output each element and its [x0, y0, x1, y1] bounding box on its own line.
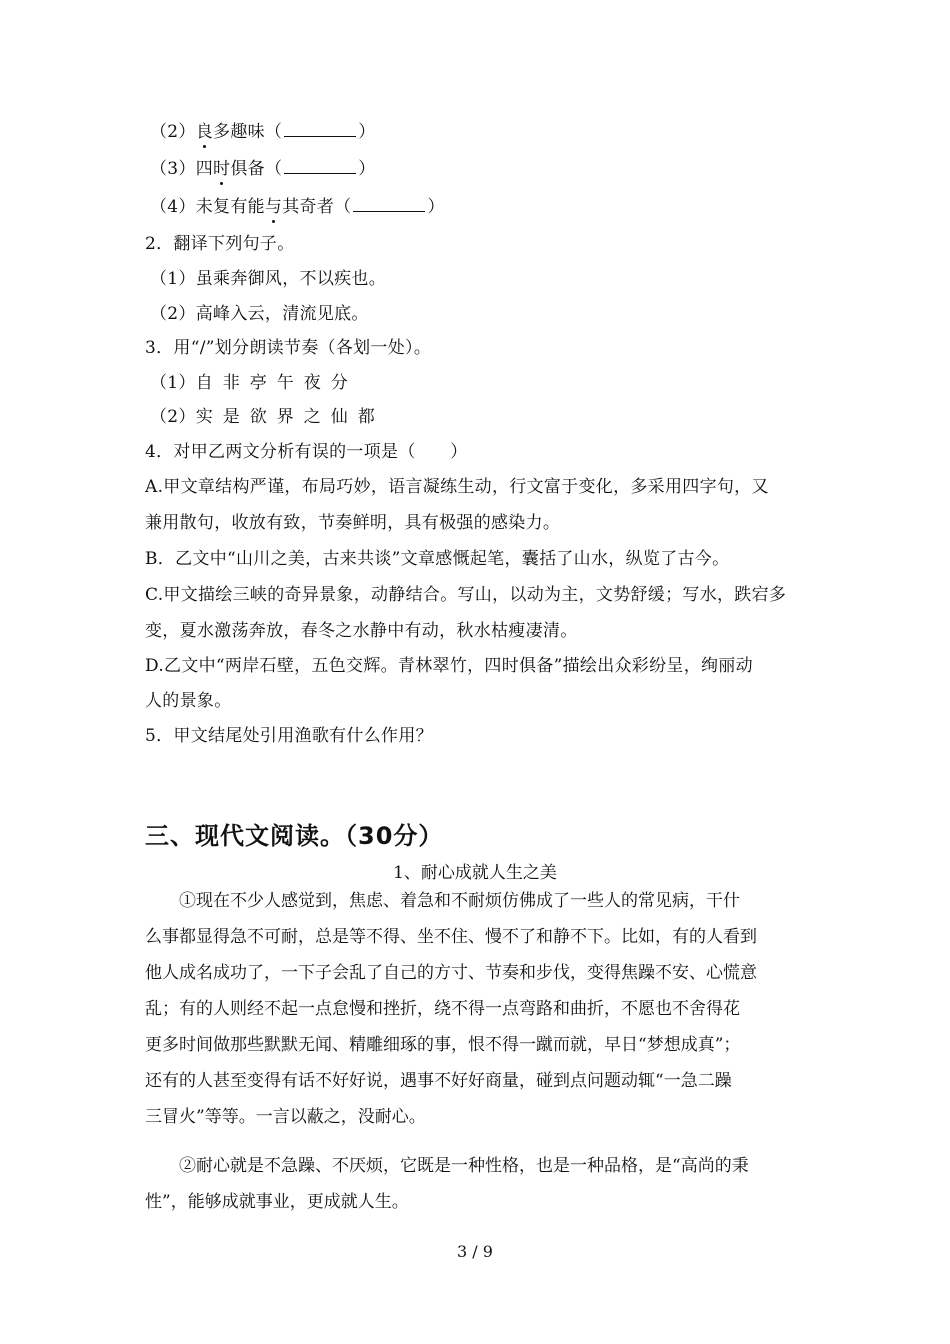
- paragraph-1-line: 三冒火”等等。一言以蔽之，没耐心。: [145, 1107, 426, 1127]
- q3-title: 3．用“/”划分朗读节奏（各划一处）。: [145, 338, 432, 358]
- paragraph-1: [145, 883, 810, 1135]
- q1-item-3-close: ）: [358, 159, 376, 179]
- q1-item-2-dotted-char: 良: [195, 122, 214, 142]
- q2-sentence-1: （1）虽乘奔御风，不以疾也。: [150, 269, 387, 289]
- q3-item-2-text: 实是欲界之仙都: [195, 407, 385, 427]
- q4-title: 4．对甲乙两文分析有误的一项是（ ）: [145, 442, 468, 462]
- q1-item-4-blank[interactable]: [353, 196, 425, 212]
- paragraph-2-line: 性”，能够成就事业，更成就人生。: [145, 1192, 409, 1212]
- q1-item-4-text: 其奇者（: [282, 197, 352, 217]
- q1-item-4-dotted-char: 与: [264, 197, 283, 217]
- paragraph-1-line: 么事都显得急不可耐，总是等不得、坐不住、慢不了和静不下。比如，有的人看到: [145, 927, 757, 947]
- q3-item-1: [150, 372, 358, 394]
- section-3-heading: 三、现代文阅读。（30分）: [145, 822, 444, 850]
- q4-option-d-line-1: D.乙文中“两岸石壁，五色交辉。青林翠竹，四时俱备”描绘出众彩纷呈，绚丽动: [145, 656, 753, 676]
- q1-item-4-prefix: （4）未复有能: [150, 197, 265, 217]
- q1-item-3: [150, 158, 376, 180]
- q4-option-d-line-2: 人的景象。: [145, 691, 232, 711]
- q4-option-a-line-1: A.甲文章结构严谨，布局巧妙，语言凝练生动，行文富于变化，多采用四字句，又: [145, 477, 769, 497]
- q2-title: 2．翻译下列句子。: [145, 234, 295, 254]
- paragraph-2-line: ②耐心就是不急躁、不厌烦，它既是一种性格，也是一种品格，是“高尚的秉: [145, 1156, 749, 1176]
- q4-option-a-line-2: 兼用散句，收放有致，节奏鲜明，具有极强的感染力。: [145, 513, 561, 533]
- page-number: 3 / 9: [457, 1242, 493, 1261]
- q1-item-2-text: 多趣味（: [213, 122, 283, 142]
- q1-item-3-text: 俱备（: [230, 159, 283, 179]
- q2-sentence-2: （2）高峰入云，清流见底。: [150, 304, 369, 324]
- paragraph-1-line: ①现在不少人感觉到，焦虑、着急和不耐烦仿佛成了一些人的常见病，干什: [145, 891, 740, 911]
- paragraph-1-line: 他人成名成功了，一下子会乱了自己的方寸、节奏和步伐，变得焦躁不安、心慌意: [145, 963, 757, 983]
- paragraph-1-line: 乱；有的人则经不起一点怠慢和挫折，绕不得一点弯路和曲折，不愿也不舍得花: [145, 999, 740, 1019]
- q3-item-2: [150, 406, 385, 428]
- q4-option-c-line-2: 变，夏水激荡奔放，春冬之水静中有动，秋水枯瘦凄清。: [145, 621, 578, 641]
- q3-item-1-text: 自非亭午夜分: [195, 373, 358, 393]
- q1-item-3-dotted-char: 时: [213, 159, 231, 179]
- q1-item-4: [150, 196, 445, 218]
- q1-item-2: [150, 121, 376, 143]
- q4-option-c-line-1: C.甲文描绘三峡的奇异景象，动静结合。写山，以动为主，文势舒缓；写水，跌宕多: [145, 585, 787, 605]
- q1-item-3-prefix: （3）四: [150, 159, 214, 179]
- q1-item-2-close: ）: [358, 122, 376, 142]
- q1-item-4-close: ）: [427, 197, 445, 217]
- paragraph-1-line: 还有的人甚至变得有话不好好说，遇事不好好商量，碰到点问题动辄“一急二躁: [145, 1071, 732, 1091]
- q3-item-2-label: （2）: [150, 407, 196, 427]
- paragraph-2: [145, 1148, 810, 1220]
- paragraph-1-line: 更多时间做那些默默无闻、精雕细琢的事，恨不得一蹴而就，早日“梦想成真”；: [145, 1035, 741, 1055]
- q1-item-2-prefix: （2）: [150, 122, 196, 142]
- q3-item-1-label: （1）: [150, 373, 196, 393]
- q1-item-2-blank[interactable]: [284, 121, 356, 137]
- q1-item-3-blank[interactable]: [284, 158, 356, 174]
- article-title: 1、耐心成就人生之美: [393, 863, 557, 883]
- q5-title: 5．甲文结尾处引用渔歌有什么作用？: [145, 726, 433, 746]
- q4-option-b: B．乙文中“山川之美，古来共谈”文章感慨起笔，囊括了山水，纵览了古今。: [145, 549, 730, 569]
